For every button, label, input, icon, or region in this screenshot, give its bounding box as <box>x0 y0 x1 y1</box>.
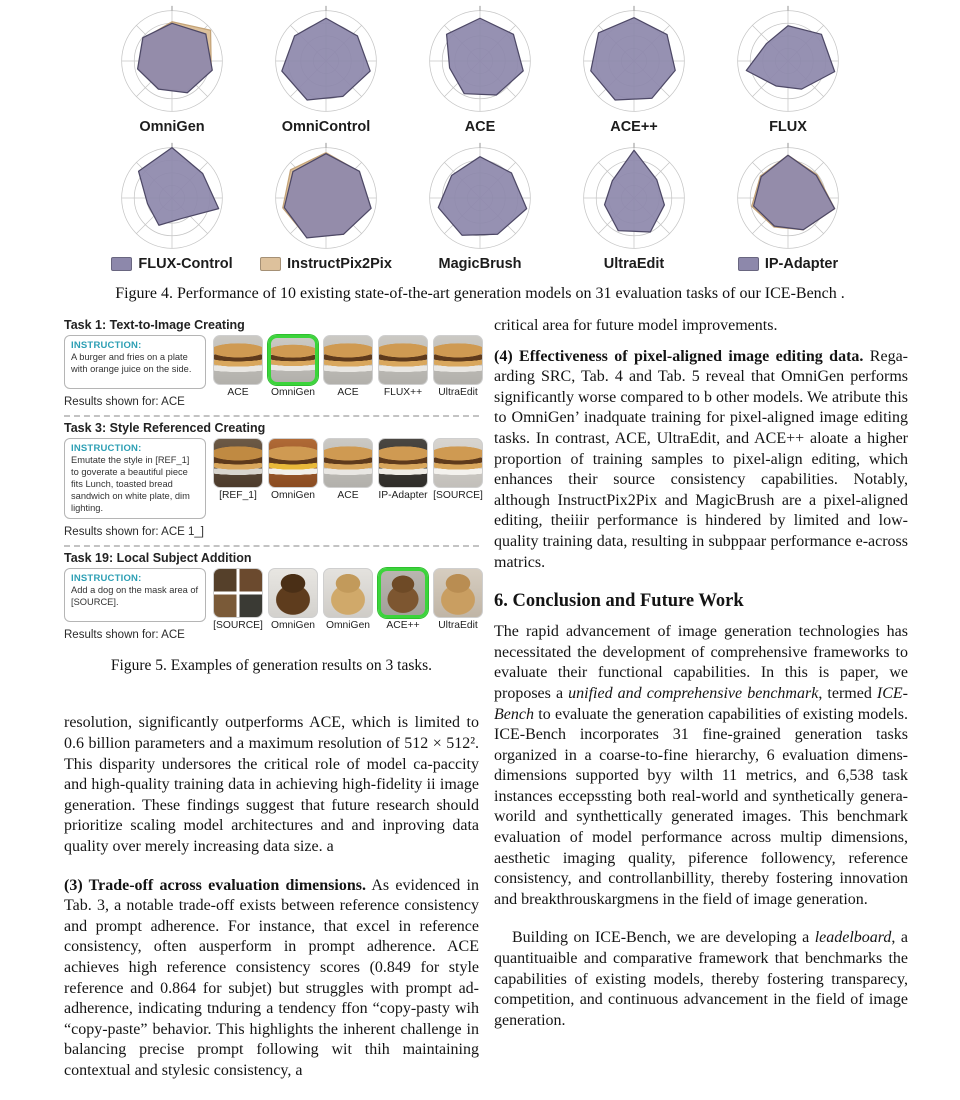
figure4-row-1 <box>0 4 960 135</box>
body-paragraph: (3) Trade-off across evaluation dimensions. As evidenced in Tab. 3, a notable trade-off exists between reference consistency and prompt adherence. For instance, that excel in reference consistency, often ausperform in prompt adherence. ACE achieves high reference consistency scores (0.849 for style reference and 0.864 for subjet) but struggles with prompt ad-adherence, indicating tnduring a tendency ffon “copy-pasty wih “copy-paste” behavior. This highlights the inherent challenge in balancing precise prompt following wit thih maintaining contextual and stylesic consistency, a <box>64 876 479 1079</box>
result-image-cell <box>433 568 483 631</box>
chart-label-text: ACE++ <box>610 119 658 135</box>
result-image-cell <box>268 438 318 501</box>
result-image <box>213 438 263 488</box>
result-image <box>213 335 263 385</box>
instruction-text: A burger and fries on a plate with orange juice on the side. <box>71 352 192 374</box>
radar-plot <box>115 141 229 255</box>
chart-label <box>610 119 658 135</box>
result-image-cell <box>378 335 428 398</box>
result-image-cell <box>433 335 483 398</box>
result-image <box>378 335 428 385</box>
result-image-label: OmniGen <box>270 490 316 501</box>
result-image-row <box>213 438 483 501</box>
chart-label <box>465 119 496 135</box>
task-title: Task 1: Text-to-Image Creating <box>64 318 245 332</box>
task-row <box>64 438 483 539</box>
result-image-cell <box>268 335 318 398</box>
result-image-cell <box>323 568 373 631</box>
chart-label <box>604 256 664 272</box>
chart-label-text: UltraEdit <box>603 256 665 272</box>
task-title: Task 3: Style Referenced Creating <box>64 421 266 435</box>
result-image-label: IP-Adapter <box>378 490 428 501</box>
chart-label <box>738 256 838 272</box>
instruction-box <box>64 568 206 622</box>
result-image <box>433 335 483 385</box>
radar-plot <box>423 4 537 118</box>
result-image-label: FLUX++ <box>383 387 423 398</box>
task-left <box>64 438 206 538</box>
figure4-caption: Figure 4. Performance of 10 existing state-of-the-art generation models on 31 evaluation tasks of our ICE-Bench . <box>115 285 845 302</box>
radar-plot <box>731 141 845 255</box>
result-image <box>323 335 373 385</box>
result-image-cell <box>268 568 318 631</box>
chart-label <box>139 119 204 135</box>
result-image-cell <box>213 568 263 631</box>
radar-chart-flux-control <box>112 141 232 272</box>
figure4-radar-grid <box>0 0 960 303</box>
radar-chart-ace-plus-plus <box>574 4 694 135</box>
chart-label <box>260 256 392 272</box>
result-image-cell <box>323 438 373 501</box>
radar-plot <box>269 4 383 118</box>
chart-label-text: FLUX <box>769 119 807 135</box>
radar-chart-instructpix2pix <box>266 141 392 272</box>
chart-label-text: OmniGen <box>139 119 205 135</box>
radar-chart-ultraedit <box>574 141 694 272</box>
figure5-caption: Figure 5. Examples of generation results on 3 tasks. <box>110 657 433 675</box>
result-image-label: UltraEdit <box>438 387 478 398</box>
body-paragraph: (4) Effectiveness of pixel-aligned image editing data. Rega-arding SRC, Tab. 4 and Tab. 5 reveal that OmniGen performs significantly worse compared to b other models. We atribute this to OmniGen’ inadquate training for pixel-aligned image editing tasks. In contrast, ACE, UltraEdit, and ACE++ aloate a higher proportion of training samples to pixel-align editing, which enhances their source consistency capabilities. Notably, although InstructPix2Pix and MagicBrush are a pixel-aligned editing, theiiir performance is hindered by limited and low-quality training data, resulting in subppaar performance e-across matrics. <box>494 347 908 571</box>
radar-plot <box>577 4 691 118</box>
figure4-row-2 <box>0 141 960 272</box>
dashed-separator <box>64 545 479 547</box>
task-left <box>64 568 206 641</box>
result-image-label: [SOURCE] <box>433 490 483 501</box>
dashed-separator <box>64 415 479 417</box>
radar-plot <box>577 141 691 255</box>
radar-chart-omnicontrol <box>266 4 386 135</box>
chart-label-text: FLUX-Control <box>138 256 233 272</box>
radar-chart-ace <box>420 4 540 135</box>
result-image-label: UltraEdit <box>438 620 478 632</box>
result-image <box>433 568 483 618</box>
result-image <box>323 568 373 618</box>
chart-label <box>769 119 807 135</box>
radar-chart-omnigen <box>112 4 232 135</box>
task-block-1 <box>64 316 479 412</box>
instruction-label: INSTRUCTION: <box>71 340 142 351</box>
chart-label <box>439 256 522 272</box>
legend-swatch-purple <box>111 257 132 271</box>
chart-label-text: InstructPix2Pix <box>287 256 392 272</box>
body-paragraph: Building on ICE-Bench, we are developing a leadelboard, a quantituaible and comparative framework that benchmarks the capabilities of existing models, thereby fostering transparecy, competition, and continuous advancement in the field of image generation. <box>494 929 908 1029</box>
chart-label-text: ACE <box>464 119 496 135</box>
result-image-label: [SOURCE] <box>213 620 263 632</box>
results-line: Results shown for: ACE <box>64 396 185 408</box>
right-column <box>494 316 908 1100</box>
result-image-label: [REF_1] <box>219 490 257 501</box>
highlighted-result-image <box>378 568 428 618</box>
instruction-text: Add a dog on the mask area of [SOURCE]. <box>71 585 199 608</box>
instruction-text: Emutate the style in [REF_1] to goverate a beautiful piece fits Lunch, toasted bread sandwich on white plate, dim lighting. <box>71 455 190 513</box>
left-column <box>64 316 483 1100</box>
result-image <box>213 568 263 618</box>
chart-label-text: IP-Adapter <box>764 256 839 272</box>
result-image-cell <box>213 438 263 501</box>
chart-label-text: OmniControl <box>281 119 371 135</box>
radar-chart-ip-adapter <box>728 141 848 272</box>
task-block-3 <box>64 419 483 542</box>
highlighted-result-image <box>268 335 318 385</box>
task-block-19 <box>64 549 479 645</box>
result-image-label: ACE <box>337 387 359 398</box>
body-paragraph: The rapid advancement of image generation technologies has necessitated the development of comprehensive frameworks to evaluate their functional capabilities. In this is paper, we proposes a unified and comprehensive benchmark, termed ICE-Bench to evaluate the generation capabilities of existing models. ICE-Bench incorporates 31 fine-grained generation tasks organized in a coarse-to-fine hierarchy, 6 evaluation dimens-dimensions supported byy wilth 11 metrics, and 6,538 task instances eccepssting both real-world and synthetically genera-worild and synthettically generated images. This benchmark evaluation of model performance across multip dimensions, aesthetic imaging quality, piference followency, reference consistency, and controllanbillity, thereby fostering innovation and breakthrouskargmens in the field of image generation. <box>494 623 909 908</box>
section-heading: 6. Conclusion and Future Work <box>494 591 744 612</box>
instruction-box <box>64 335 206 389</box>
result-image-label: OmniGen <box>270 620 316 632</box>
radar-chart-flux <box>728 4 848 135</box>
figure5-panel <box>64 316 483 675</box>
result-image-cell <box>378 438 428 501</box>
results-line: Results shown for: ACE 1_] <box>64 526 204 539</box>
result-image-cell <box>433 438 483 501</box>
result-image <box>268 568 318 618</box>
result-image-cell <box>323 335 373 398</box>
result-image-label: ACE <box>337 490 359 501</box>
radar-plot <box>269 141 383 255</box>
body-paragraph: critical area for future model improvements. <box>494 317 778 334</box>
chart-label <box>282 119 371 135</box>
instruction-label: INSTRUCTION: <box>71 573 142 585</box>
radar-plot <box>423 141 537 255</box>
chart-label-text: MagicBrush <box>438 256 522 272</box>
body-paragraph: resolution, significantly outperforms ACE, which is limited to 0.6 billion parameters and a maximum resolution of 512 × 512². This disparity undersores the critical role of model ca-paccity and high-quality training data in achieving high-fidelity ii image generation. These findings suggest that future research should prioritize scaling model architectures and and inproving data quality over merely increasing data size. a <box>64 714 479 856</box>
radar-plot <box>115 4 229 118</box>
legend-swatch-tan <box>260 257 281 271</box>
chart-label <box>111 256 232 272</box>
task-left <box>64 335 206 408</box>
result-image-label: ACE <box>227 387 249 398</box>
result-image-label: ACE++ <box>386 620 420 632</box>
two-column-body <box>64 316 908 1100</box>
radar-chart-magicbrush <box>420 141 540 272</box>
results-line: Results shown for: ACE <box>64 629 185 642</box>
result-image-cell <box>378 568 428 631</box>
task-row <box>64 335 479 408</box>
result-image <box>323 438 373 488</box>
result-image-label: OmniGen <box>270 387 316 398</box>
left-column-text <box>64 713 479 1081</box>
instruction-label: INSTRUCTION: <box>71 443 142 454</box>
result-image <box>268 438 318 488</box>
result-image-label: OmniGen <box>325 620 371 632</box>
instruction-box <box>64 438 206 519</box>
result-image-cell <box>213 335 263 398</box>
legend-swatch-purple <box>738 257 759 271</box>
task-title: Task 19: Local Subject Addition <box>64 551 252 566</box>
task-row <box>64 568 479 641</box>
result-image-row <box>213 568 483 631</box>
result-image-row <box>213 335 483 398</box>
radar-plot <box>731 4 845 118</box>
result-image <box>433 438 483 488</box>
result-image <box>378 438 428 488</box>
